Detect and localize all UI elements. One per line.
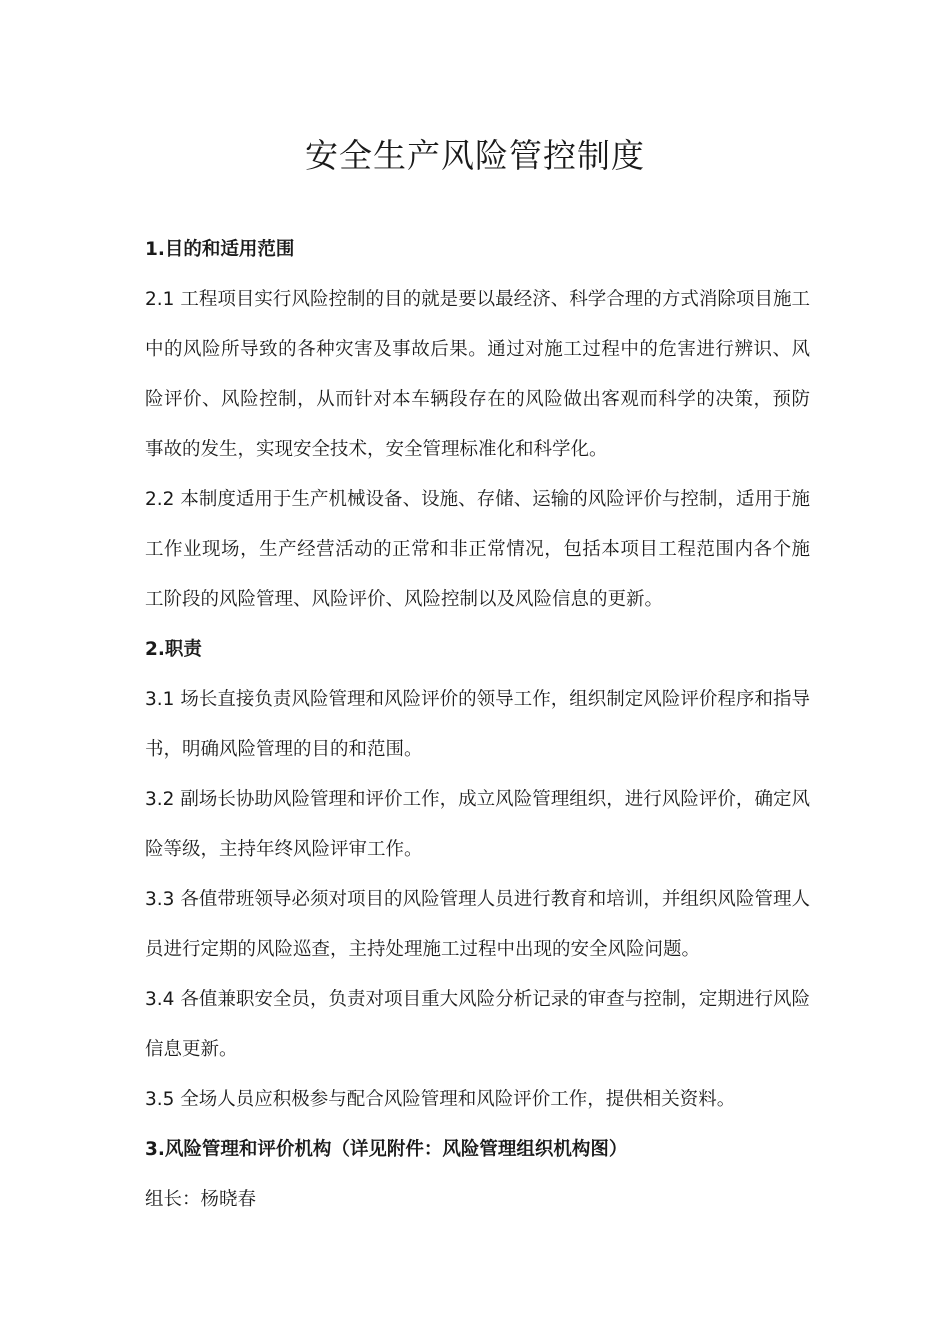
section-heading: 3.风险管理和评价机构（详见附件：风险管理组织机构图） [145,1139,628,1160]
paragraph: 3.2 副场长协助风险管理和评价工作，成立风险管理组织，进行风险评价，确定风险等级，主持年终风险评审工作。 [145,789,810,860]
section-heading: 2.职责 [145,639,202,660]
document-body [145,225,810,1225]
paragraph: 3.4 各值兼职安全员，负责对项目重大风险分析记录的审查与控制，定期进行风险信息更新。 [145,989,810,1060]
paragraph: 3.5 全场人员应积极参与配合风险管理和风险评价工作，提供相关资料。 [145,1089,736,1110]
document-title: 安全生产风险管控制度 [305,136,645,175]
paragraph: 2.2 本制度适用于生产机械设备、设施、存储、运输的风险评价与控制，适用于施工作业现场，生产经营活动的正常和非正常情况，包括本项目工程范围内各个施工阶段的风险管理、风险评价、风险控制以及风险信息的更新。 [145,489,810,610]
paragraph: 3.1 场长直接负责风险管理和风险评价的领导工作，组织制定风险评价程序和指导书，明确风险管理的目的和范围。 [145,689,810,760]
paragraph: 2.1 工程项目实行风险控制的目的就是要以最经济、科学合理的方式消除项目施工中的风险所导致的各种灾害及事故后果。通过对施工过程中的危害进行辨识、风险评价、风险控制，从而针对本车辆段存在的风险做出客观而科学的决策，预防事故的发生，实现安全技术，安全管理标准化和科学化。 [145,289,810,460]
paragraph: 组长：杨晓春 [145,1189,257,1210]
section-heading: 1.目的和适用范围 [145,239,295,260]
paragraph: 3.3 各值带班领导必须对项目的风险管理人员进行教育和培训，并组织风险管理人员进行定期的风险巡查，主持处理施工过程中出现的安全风险问题。 [145,889,810,960]
